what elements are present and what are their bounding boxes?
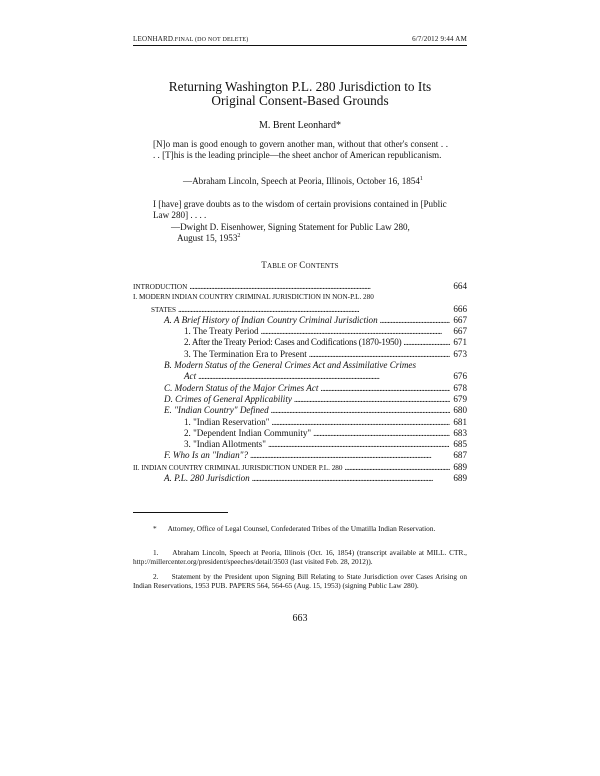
toc-entry[interactable]: STATES . . . 666 bbox=[133, 304, 467, 315]
toc-entry[interactable]: Act . . . 676 bbox=[133, 371, 467, 382]
toc-entry[interactable]: INTRODUCTION . . . 664 bbox=[133, 281, 467, 292]
toc-entry[interactable]: 2. After the Treaty Period: Cases and Codifications (1870-1950) . . . 671 bbox=[133, 337, 467, 348]
toc-entry[interactable]: 1. "Indian Reservation" . . . 681 bbox=[133, 417, 467, 428]
footnote-rule bbox=[133, 512, 228, 513]
toc-entry[interactable]: 3. The Termination Era to Present . . . 673 bbox=[133, 349, 467, 360]
footnote-1: 1. Abraham Lincoln, Speech at Peoria, Illinois (Oct. 16, 1854) (transcript available at MILL. CTR., http://millercenter.org/president/speeches/detail/3503 (last visited Feb. 28, 2012)). bbox=[133, 548, 467, 567]
epigraph-lincoln: [N]o man is good enough to govern another man, without that other's consent . . . . [T]his is the leading principle—the sheet anchor of American republicanism. bbox=[153, 139, 448, 160]
footnote-star: * Attorney, Office of Legal Counsel, Confederated Tribes of the Umatilla Indian Reservation. bbox=[153, 524, 436, 533]
toc-entry[interactable]: I. MODERN INDIAN COUNTRY CRIMINAL JURISDICTION IN NON-P.L. 280 bbox=[133, 293, 374, 302]
toc-entry[interactable]: C. Modern Status of the Major Crimes Act . . . 678 bbox=[133, 383, 467, 394]
author-line: M. Brent Leonhard* bbox=[259, 120, 341, 131]
toc-entry[interactable]: E. "Indian Country" Defined . . . 680 bbox=[133, 405, 467, 416]
header-right: 6/7/2012 9:44 AM bbox=[412, 35, 467, 43]
footnote-ref-2[interactable]: 2 bbox=[237, 232, 241, 239]
page-number: 663 bbox=[292, 613, 308, 624]
toc-entry[interactable]: B. Modern Status of the General Crimes Act and Assimilative Crimes bbox=[164, 360, 416, 371]
toc-entry[interactable]: F. Who Is an "Indian"? . . . 687 bbox=[133, 450, 467, 461]
toc-entry[interactable]: 3. "Indian Allotments" . . . 685 bbox=[133, 439, 467, 450]
epigraph-eisenhower-attribution: —Dwight D. Eisenhower, Signing Statement for Public Law 280, August 15, 1953$^2$ bbox=[171, 222, 410, 243]
footnote-ref-1[interactable]: 1 bbox=[419, 175, 423, 182]
toc-entry[interactable]: A. P.L. 280 Jurisdiction . . . 689 bbox=[133, 473, 467, 484]
footnote-2: 2. Statement by the President upon Signing Bill Relating to State Jurisdiction over Cases Arising on Indian Reservations, 1953 PUB. PAPERS 564, 564-65 (Aug. 15, 1953) (signing Public Law 280). bbox=[133, 572, 468, 591]
toc-entry[interactable]: A. A Brief History of Indian Country Criminal Jurisdiction . . . 667 bbox=[133, 315, 467, 326]
toc-entry[interactable]: 2. "Dependent Indian Community" . . . 683 bbox=[133, 428, 467, 439]
toc-entry[interactable]: II. INDIAN COUNTRY CRIMINAL JURISDICTION UNDER P.L. 280 . . . 689 bbox=[133, 462, 467, 473]
toc-heading: TABLE OF CONTENTS bbox=[261, 260, 339, 270]
epigraph-eisenhower: I [have] grave doubts as to the wisdom of certain provisions contained in [Public Law 280] . . . . bbox=[153, 199, 447, 220]
toc-entry[interactable]: 1. The Treaty Period . . . 667 bbox=[133, 326, 467, 337]
header-left: LEONHARD.FINAL (DO NOT DELETE) bbox=[133, 35, 249, 43]
article-title: Returning Washington P.L. 280 Jurisdiction to Its Original Consent-Based Grounds bbox=[168, 79, 432, 108]
table-of-contents bbox=[133, 281, 467, 484]
header-rule bbox=[133, 45, 467, 46]
toc-entry[interactable]: D. Crimes of General Applicability . . . 679 bbox=[133, 394, 467, 405]
epigraph-lincoln-attribution: —Abraham Lincoln, Speech at Peoria, Illinois, October 16, 1854$^1$ bbox=[183, 175, 423, 186]
